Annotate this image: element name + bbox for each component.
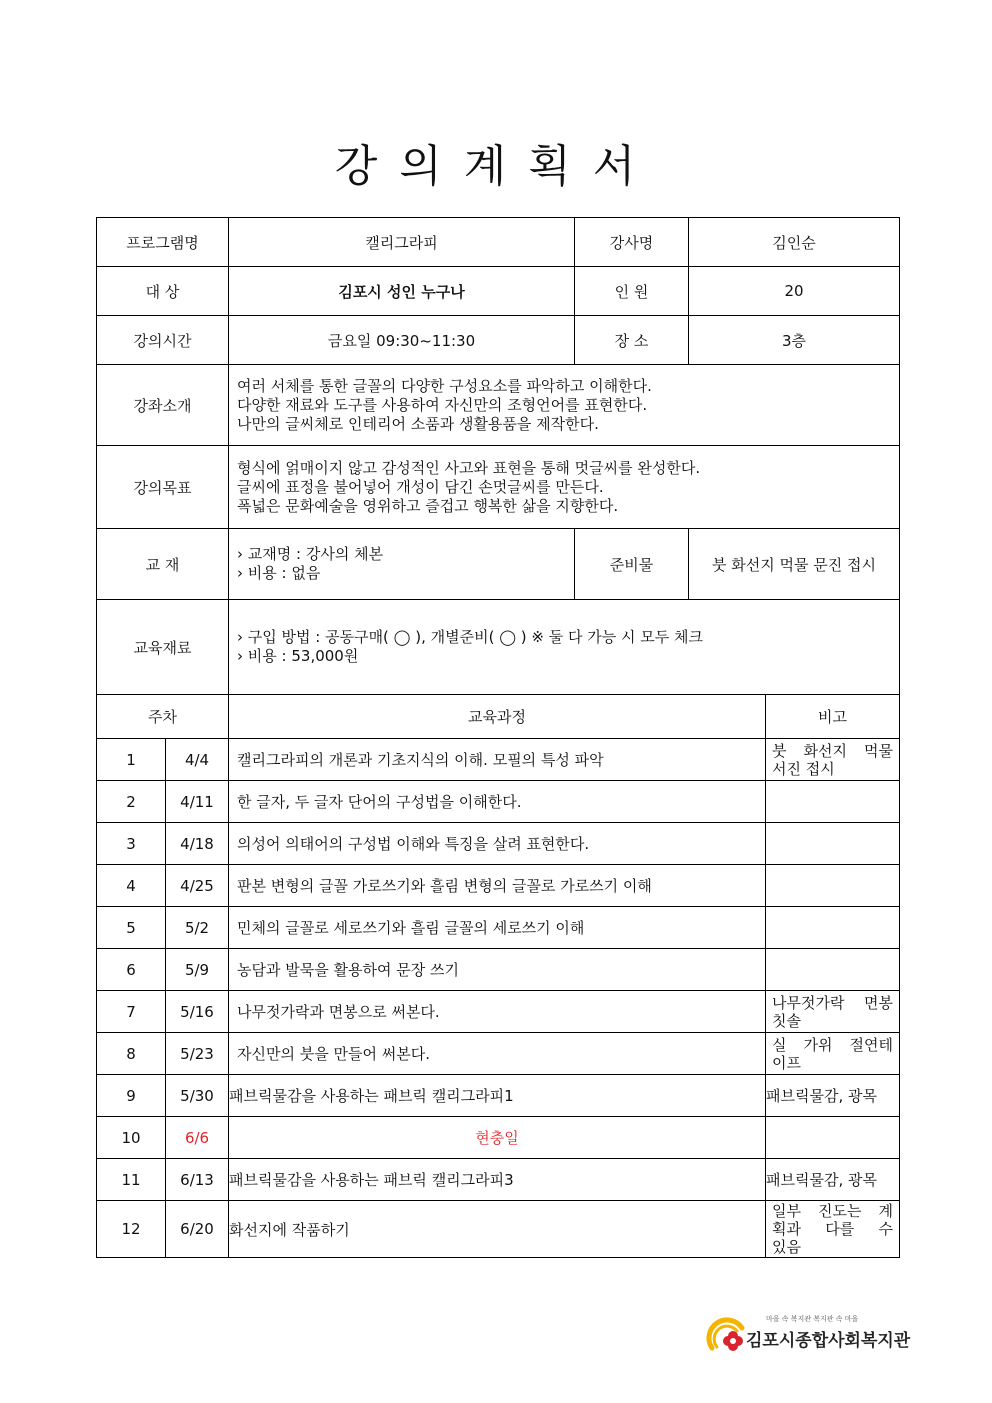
week-number: 9 [97, 1075, 166, 1117]
material-line: › 구입 방법 : 공동구매( ◯ ), 개별준비( ◯ ) ※ 둘 다 가능 시 모두 체크 [237, 628, 703, 646]
week-content: 민체의 글꼴로 세로쓰기와 흘림 글꼴의 세로쓰기 이해 [229, 907, 766, 949]
flower-logo-icon [706, 1314, 750, 1358]
goal-line: 형식에 얽매이지 않고 감성적인 사고와 표현을 통해 멋글씨를 완성한다. [237, 458, 701, 477]
week-number: 7 [97, 991, 166, 1033]
week-date: 4/18 [166, 823, 229, 865]
schedule-row [97, 865, 900, 907]
note-line: 있음 [772, 1238, 801, 1256]
week-number: 3 [97, 823, 166, 865]
week-date: 5/2 [166, 907, 229, 949]
intro-label: 강좌소개 [97, 365, 229, 446]
week-date: 5/9 [166, 949, 229, 991]
goal-label: 강의목표 [97, 446, 229, 529]
week-number: 8 [97, 1033, 166, 1075]
week-note [766, 949, 900, 991]
note-line: 서진 접시 [772, 759, 835, 778]
target-value: 김포시 성인 누구나 [229, 267, 575, 316]
note-line: 이프 [772, 1053, 801, 1072]
count-value: 20 [689, 267, 900, 316]
schedule-row [97, 823, 900, 865]
week-number: 4 [97, 865, 166, 907]
document-title: 강의계획서 [334, 141, 658, 192]
note-line: 획과 다를 수 [772, 1220, 894, 1238]
schedule-row [97, 1117, 900, 1159]
week-note [766, 1159, 900, 1201]
week-note [766, 781, 900, 823]
note-line: 나무젓가락 면봉 [772, 993, 894, 1012]
week-date: 4/25 [166, 865, 229, 907]
schedule-row [97, 1201, 900, 1258]
schedule-body [97, 739, 900, 1258]
week-date: 5/30 [166, 1075, 229, 1117]
schedule-row [97, 739, 900, 781]
prep-label: 준비물 [575, 529, 689, 600]
note-line: 실 가위 절연테 [772, 1035, 894, 1054]
program-value: 캘리그라피 [229, 218, 575, 267]
schedule-row [97, 1075, 900, 1117]
week-note [766, 1075, 900, 1117]
textbook-line: › 교재명 : 강사의 체본 [237, 545, 384, 563]
week-number: 10 [97, 1117, 166, 1159]
week-header: 주차 [97, 695, 229, 739]
textbook-text [229, 529, 575, 600]
count-label: 인 원 [575, 267, 689, 316]
schedule-row [97, 949, 900, 991]
week-note [766, 1033, 900, 1075]
schedule-row [97, 781, 900, 823]
logo-slogan: 마을 속 복지관 복지관 속 마을 [766, 1315, 859, 1323]
time-label: 강의시간 [97, 316, 229, 365]
week-content: 한 글자, 두 글자 단어의 구성법을 이해한다. [229, 781, 766, 823]
textbook-label: 교 재 [97, 529, 229, 600]
goal-line: 글씨에 표정을 불어넣어 개성이 담긴 손멋글씨를 만든다. [237, 477, 604, 496]
week-content: 패브릭물감을 사용하는 패브릭 캘리그라피3 [229, 1159, 766, 1201]
week-date: 6/6 [166, 1117, 229, 1159]
target-label: 대 상 [97, 267, 229, 316]
week-date: 5/16 [166, 991, 229, 1033]
week-number: 11 [97, 1159, 166, 1201]
week-content: 캘리그라피의 개론과 기초지식의 이해. 모필의 특성 파악 [229, 739, 766, 781]
organization-logo [706, 1312, 911, 1360]
week-content: 패브릭물감을 사용하는 패브릭 캘리그라피1 [229, 1075, 766, 1117]
schedule-row [97, 907, 900, 949]
note-line: 일부 진도는 계 [772, 1202, 894, 1220]
time-value: 금요일 09:30~11:30 [229, 316, 575, 365]
week-content: 화선지에 작품하기 [229, 1201, 766, 1258]
schedule-row [97, 991, 900, 1033]
week-date: 5/23 [166, 1033, 229, 1075]
prep-value: 붓 화선지 먹물 문진 접시 [689, 529, 900, 600]
schedule-row [97, 1033, 900, 1075]
week-note [766, 1201, 900, 1258]
intro-line: 다양한 재료와 도구를 사용하여 자신만의 조형언어를 표현한다. [237, 395, 648, 414]
week-note [766, 907, 900, 949]
week-number: 2 [97, 781, 166, 823]
week-content: 나무젓가락과 면봉으로 써본다. [229, 991, 766, 1033]
intro-line: 여러 서체를 통한 글꼴의 다양한 구성요소를 파악하고 이해한다. [237, 376, 652, 395]
goal-text [229, 446, 900, 529]
week-number: 5 [97, 907, 166, 949]
week-note [766, 823, 900, 865]
logo-name: 김포시종합사회복지관 [746, 1331, 911, 1351]
week-content: 현충일 [229, 1117, 766, 1159]
lecture-plan-table [96, 217, 900, 1258]
course-header: 교육과정 [229, 695, 766, 739]
week-note [766, 739, 900, 781]
week-content: 자신만의 붓을 만들어 써본다. [229, 1033, 766, 1075]
material-line: › 비용 : 53,000원 [237, 647, 359, 665]
week-date: 4/11 [166, 781, 229, 823]
week-content: 판본 변형의 글꼴 가로쓰기와 흘림 변형의 글꼴로 가로쓰기 이해 [229, 865, 766, 907]
goal-line: 폭넓은 문화예술을 영위하고 즐겁고 행복한 삶을 지향한다. [237, 496, 619, 515]
week-note [766, 1117, 900, 1159]
week-number: 12 [97, 1201, 166, 1258]
week-date: 4/4 [166, 739, 229, 781]
textbook-line: › 비용 : 없음 [237, 564, 321, 582]
intro-text [229, 365, 900, 446]
schedule-row [97, 1159, 900, 1201]
place-label: 장 소 [575, 316, 689, 365]
week-date: 6/13 [166, 1159, 229, 1201]
week-content: 의성어 의태어의 구성법 이해와 특징을 살려 표현한다. [229, 823, 766, 865]
week-note [766, 865, 900, 907]
note-line: 패브릭물감, 광목 [766, 1171, 877, 1189]
intro-line: 나만의 글씨체로 인테리어 소품과 생활용품을 제작한다. [237, 414, 599, 433]
instructor-value: 김인순 [689, 218, 900, 267]
material-text [229, 600, 900, 695]
place-value: 3층 [689, 316, 900, 365]
week-content: 농담과 발묵을 활용하여 문장 쓰기 [229, 949, 766, 991]
note-line: 패브릭물감, 광목 [766, 1087, 877, 1105]
note-line: 칫솔 [772, 1011, 801, 1030]
week-note [766, 991, 900, 1033]
note-header: 비고 [766, 695, 900, 739]
week-number: 6 [97, 949, 166, 991]
note-line: 붓 화선지 먹물 [772, 741, 894, 760]
program-label: 프로그램명 [97, 218, 229, 267]
material-label: 교육재료 [97, 600, 229, 695]
week-date: 6/20 [166, 1201, 229, 1258]
week-number: 1 [97, 739, 166, 781]
instructor-label: 강사명 [575, 218, 689, 267]
